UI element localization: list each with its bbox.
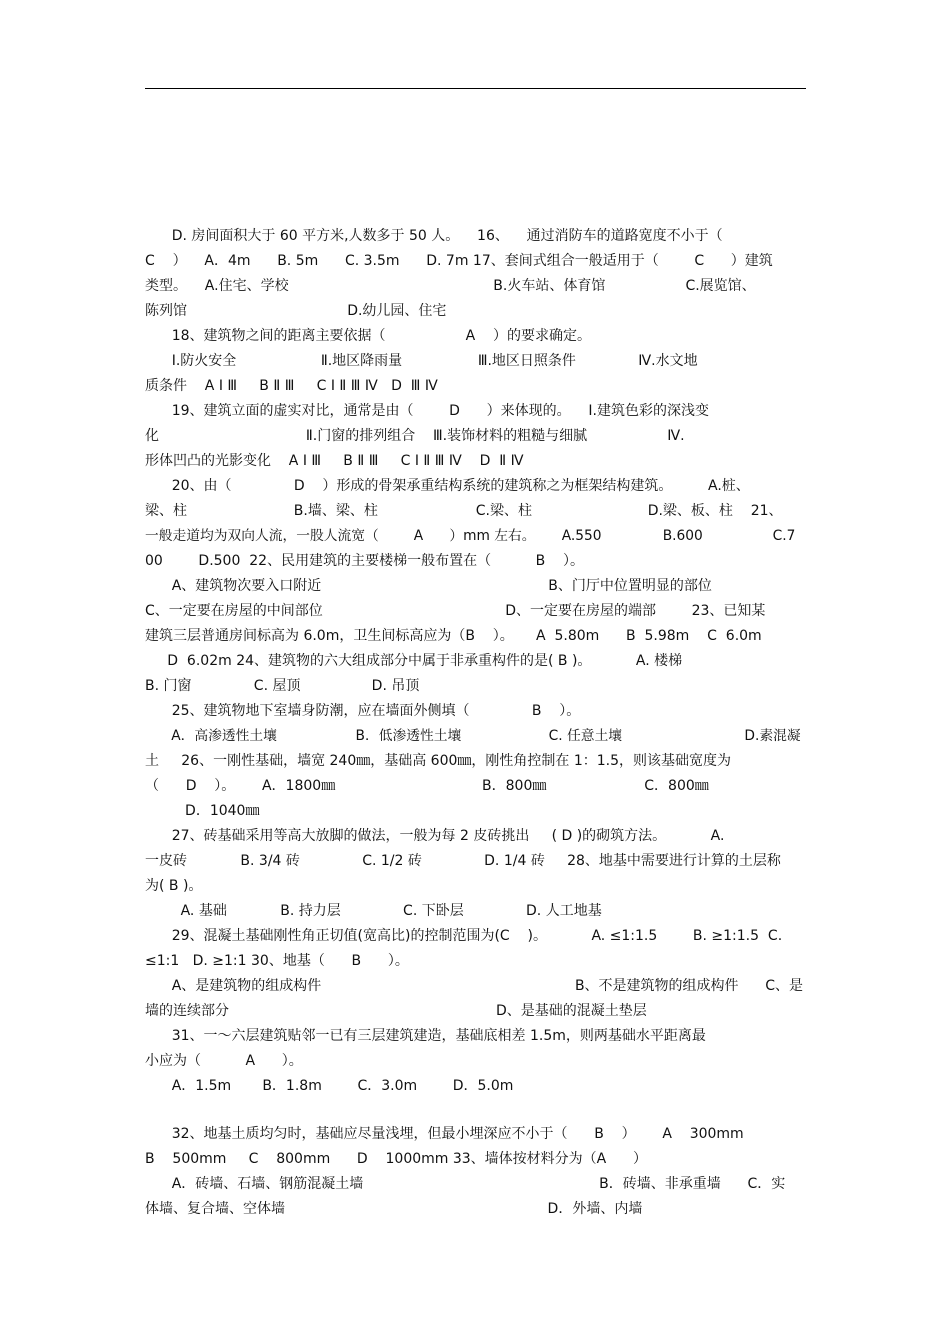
text-line: D 6.02m 24、建筑物的六大组成部分中属于非承重构件的是( B )。 A. 楼梯	[145, 653, 683, 669]
text-line: B 500mm C 800mm D 1000mm 33、墙体按材料分为（A ）	[145, 1151, 647, 1167]
header-rule	[145, 88, 806, 89]
text-line: 陈列馆 D.幼儿园、住宅	[145, 303, 447, 319]
text-line: 体墙、复合墙、空体墙 D．外墙、内墙	[145, 1201, 643, 1217]
text-line: 31、一～六层建筑贴邻一已有三层建筑建造，基础底相差 1.5m，则两基础水平距离最	[145, 1028, 706, 1044]
text-line: ≤1:1 D. ≥1:1 30、地基（ B ）。	[145, 953, 409, 969]
text-line: 27、砖基础采用等高大放脚的做法，一般为每 2 皮砖挑出 ( D )的砌筑方法。 A.	[145, 828, 725, 844]
text-line: 00 D.500 22、民用建筑的主要楼梯一般布置在（ B ）。	[145, 553, 584, 569]
text-line: 一般走道均为双向人流，一股人流宽（ A ）mm 左右。 A.550 B.600 C.7	[145, 528, 796, 544]
text-line: 建筑三层普通房间标高为 6.0m，卫生间标高应为（B ）。 A 5.80m B 5.98m C 6.0m	[145, 628, 762, 644]
text-line: 为( B )。	[145, 878, 203, 894]
text-line: （ D ）。 A．1800㎜ B．800㎜ C．800㎜	[145, 778, 709, 794]
text-line: 25、建筑物地下室墙身防潮，应在墙面外侧填（ B ）。	[145, 703, 581, 719]
text-line: 梁、柱 B.墙、梁、柱 C.梁、柱 D.梁、板、柱 21、	[145, 503, 783, 519]
text-line: C ） A．4m B. 5m C. 3.5m D. 7m 17、套间式组合一般适用于（ C ）建筑	[145, 253, 773, 269]
text-line: 一皮砖 B. 3/4 砖 C. 1/2 砖 D. 1/4 砖 28、地基中需要进行计算的土层称	[145, 853, 781, 869]
text-line: 形体凹凸的光影变化 A Ⅰ Ⅲ B Ⅱ Ⅲ C Ⅰ Ⅱ Ⅲ Ⅳ D Ⅱ Ⅳ	[145, 453, 524, 469]
text-line: 32、地基土质均匀时，基础应尽量浅埋，但最小埋深应不小于（ B ） A 300mm	[145, 1126, 744, 1142]
text-line: 18、建筑物之间的距离主要依据（ A ）的要求确定。	[145, 328, 591, 344]
text-line: 土 26、一刚性基础，墙宽 240㎜，基础高 600㎜，刚性角控制在 1：1.5，则该基础宽度为	[145, 753, 732, 769]
text-line: 20、由（ D ）形成的骨架承重结构系统的建筑称之为框架结构建筑。 A.桩、	[145, 478, 750, 494]
text-line: A. 基础 B. 持力层 C. 下卧层 D. 人工地基	[145, 903, 602, 919]
text-line: D. 房间面积大于 60 平方米,人数多于 50 人。 16、 通过消防车的道路宽度不小于（	[145, 228, 723, 244]
text-line: 小应为（ A ）。	[145, 1053, 303, 1069]
text-line: 类型。 A.住宅、学校 B.火车站、体育馆 C.展览馆、	[145, 278, 756, 294]
text-line: B. 门窗 C. 屋顶 D. 吊顶	[145, 678, 420, 694]
text-line: 29、混凝土基础刚性角正切值(宽高比)的控制范围为(C )。 A. ≤1:1.5 B. ≥1:1.5 C.	[145, 928, 783, 944]
text-line: Ⅰ.防火安全 Ⅱ.地区降雨量 Ⅲ.地区日照条件 Ⅳ.水文地	[145, 353, 698, 369]
text-line: D．1040㎜	[145, 803, 260, 819]
text-line: 化 Ⅱ.门窗的排列组合 Ⅲ.装饰材料的粗糙与细腻 Ⅳ.	[145, 428, 685, 444]
text-line: A、是建筑物的组成构件 B、不是建筑物的组成构件 C、是	[145, 978, 804, 994]
text-line: 质条件 A Ⅰ Ⅲ B Ⅱ Ⅲ C Ⅰ Ⅱ Ⅲ Ⅳ D Ⅲ Ⅳ	[145, 378, 438, 394]
text-line: A．砖墙、石墙、钢筋混凝土墙 B．砖墙、非承重墙 C．实	[145, 1176, 786, 1192]
text-line: 19、建筑立面的虚实对比，通常是由（ D ）来体现的。 Ⅰ.建筑色彩的深浅变	[145, 403, 709, 419]
text-line: A．1.5m B．1.8m C．3.0m D．5.0m	[145, 1078, 514, 1094]
text-line: C、一定要在房屋的中间部位 D、一定要在房屋的端部 23、已知某	[145, 603, 766, 619]
text-line: A．高渗透性土壤 B．低渗透性土壤 C. 任意土壤 D.素混凝	[145, 728, 801, 744]
text-line: A、建筑物次要入口附近 B、门厅中位置明显的部位	[145, 578, 712, 594]
text-line: 墙的连续部分 D、是基础的混凝土垫层	[145, 1003, 647, 1019]
